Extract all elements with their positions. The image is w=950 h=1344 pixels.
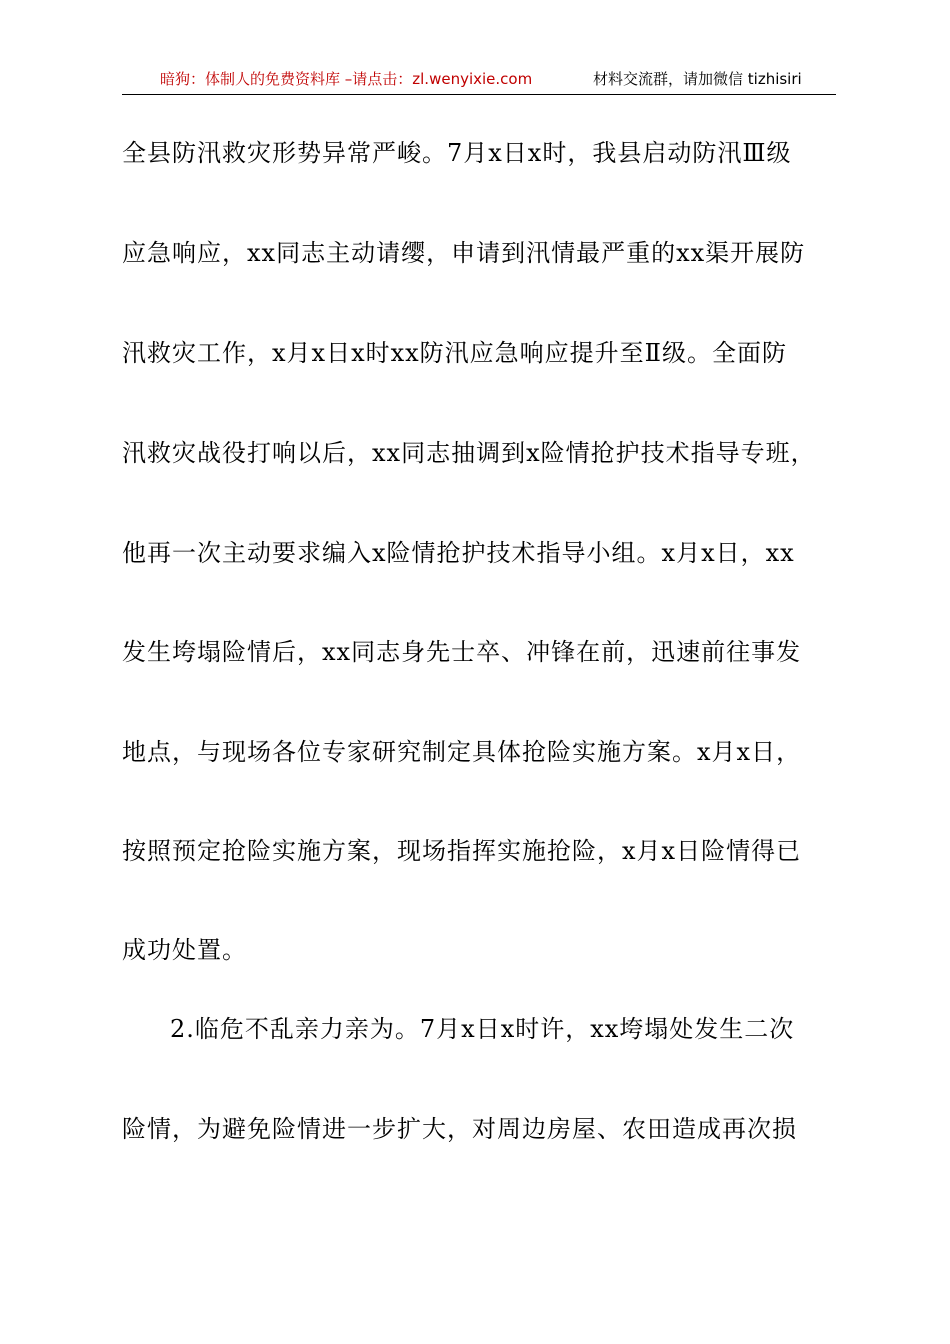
paragraph-line: 地点，与现场各位专家研究制定具体抢险实施方案。x月x日， (122, 738, 802, 766)
paragraph-line: 发生垮塌险情后，xx同志身先士卒、冲锋在前，迅速前往事发 (122, 638, 802, 666)
section-heading-line: 2.临危不乱亲力亲为。7月x日x时许，xx垮塌处发生二次 (170, 1015, 795, 1043)
page-header (122, 64, 836, 95)
paragraph-line: 他再一次主动要求编入x险情抢护技术指导小组。x月x日，xx (122, 539, 795, 567)
paragraph-line: 应急响应，xx同志主动请缨，申请到汛情最严重的xx渠开展防 (122, 239, 806, 267)
paragraph-line: 按照预定抢险实施方案，现场指挥实施抢险，x月x日险情得已 (122, 837, 802, 865)
paragraph-line: 汛救灾工作，x月x日x时xx防汛应急响应提升至Ⅱ级。全面防 (122, 339, 787, 367)
paragraph-line: 全县防汛救灾形势异常严峻。7月x日x时，我县启动防汛Ⅲ级 (122, 139, 792, 167)
paragraph-line: 成功处置。 (122, 936, 247, 964)
header-promo-text: 暗狗：体制人的免费资料库 –请点击：zl.wenyixie.com (160, 70, 533, 88)
header-contact-text: 材料交流群，请加微信 tizhisiri (593, 70, 802, 88)
paragraph-line: 汛救灾战役打响以后，xx同志抽调到x险情抢护技术指导专班， (122, 439, 816, 467)
paragraph-line: 险情，为避免险情进一步扩大，对周边房屋、农田造成再次损 (122, 1115, 797, 1143)
